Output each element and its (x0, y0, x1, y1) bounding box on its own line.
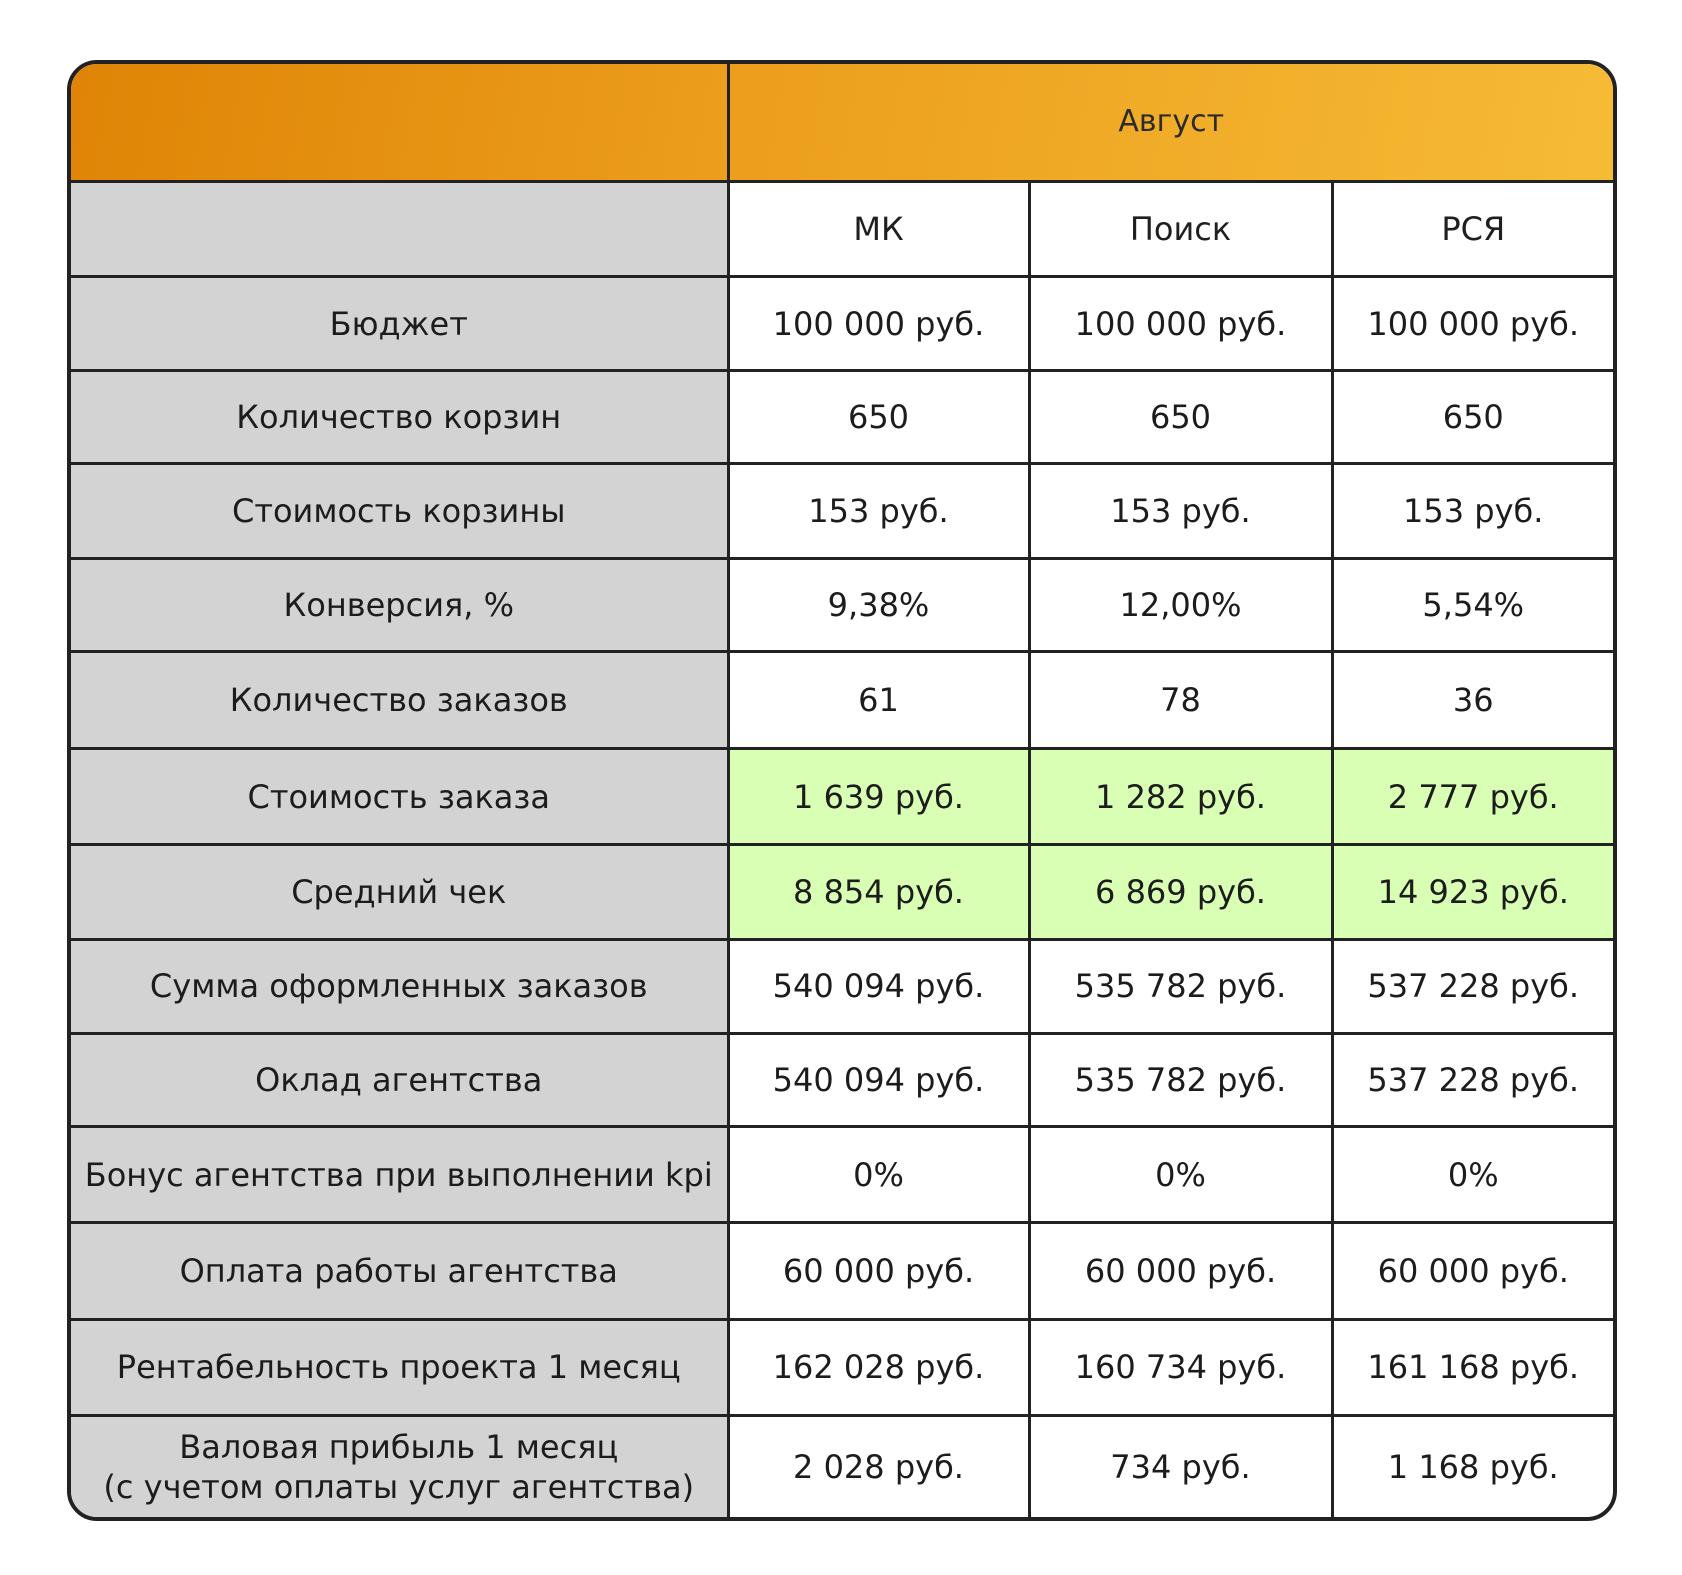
cell-mk: 162 028 руб. (728, 1319, 1029, 1415)
row-label: Бюджет (71, 277, 728, 371)
table-row (71, 558, 1613, 651)
column-header-rsya: РСЯ (1332, 181, 1613, 276)
channel-header-row (71, 181, 1613, 276)
cell-rsya: 60 000 руб. (1332, 1223, 1613, 1319)
cell-search: 734 руб. (1029, 1415, 1332, 1517)
cell-mk: 0% (728, 1126, 1029, 1222)
table-row (71, 371, 1613, 464)
cell-mk: 1 639 руб. (728, 749, 1029, 845)
row-label: Оклад агентства (71, 1033, 728, 1126)
cell-mk: 100 000 руб. (728, 277, 1029, 371)
table-row (71, 1223, 1613, 1319)
cell-mk: 60 000 руб. (728, 1223, 1029, 1319)
cell-search: 100 000 руб. (1029, 277, 1332, 371)
corner-cell (71, 64, 728, 181)
row-label: Валовая прибыль 1 месяц (с учетом оплаты услуг агентства) (71, 1415, 728, 1517)
cell-rsya: 5,54% (1332, 558, 1613, 651)
row-label: Количество заказов (71, 651, 728, 748)
row-label: Средний чек (71, 845, 728, 939)
row-label: Бонус агентства при выполнении kpi (71, 1126, 728, 1222)
cell-rsya: 36 (1332, 651, 1613, 748)
cell-rsya: 2 777 руб. (1332, 749, 1613, 845)
cell-rsya: 153 руб. (1332, 464, 1613, 558)
table-row (71, 1126, 1613, 1222)
cell-mk: 9,38% (728, 558, 1029, 651)
cell-mk: 61 (728, 651, 1029, 748)
table-row (71, 1415, 1613, 1517)
cell-search: 60 000 руб. (1029, 1223, 1332, 1319)
cell-rsya: 14 923 руб. (1332, 845, 1613, 939)
cell-rsya: 0% (1332, 1126, 1613, 1222)
kpi-table-container (67, 60, 1617, 1521)
cell-rsya: 1 168 руб. (1332, 1415, 1613, 1517)
channel-header-corner (71, 181, 728, 276)
row-label: Конверсия, % (71, 558, 728, 651)
cell-rsya: 537 228 руб. (1332, 939, 1613, 1033)
cell-mk: 8 854 руб. (728, 845, 1029, 939)
cell-rsya: 650 (1332, 371, 1613, 464)
cell-search: 650 (1029, 371, 1332, 464)
cell-search: 535 782 руб. (1029, 939, 1332, 1033)
cell-search: 0% (1029, 1126, 1332, 1222)
table-row (71, 939, 1613, 1033)
month-header: Август (728, 64, 1613, 181)
table-row (71, 1033, 1613, 1126)
cell-search: 12,00% (1029, 558, 1332, 651)
kpi-table (71, 64, 1613, 1517)
row-label: Оплата работы агентства (71, 1223, 728, 1319)
table-row (71, 277, 1613, 371)
row-label: Сумма оформленных заказов (71, 939, 728, 1033)
cell-rsya: 161 168 руб. (1332, 1319, 1613, 1415)
table-row (71, 1319, 1613, 1415)
table-row (71, 845, 1613, 939)
cell-search: 1 282 руб. (1029, 749, 1332, 845)
cell-rsya: 100 000 руб. (1332, 277, 1613, 371)
row-label: Рентабельность проекта 1 месяц (71, 1319, 728, 1415)
cell-mk: 540 094 руб. (728, 1033, 1029, 1126)
row-label: Стоимость заказа (71, 749, 728, 845)
cell-mk: 2 028 руб. (728, 1415, 1029, 1517)
table-row (71, 651, 1613, 748)
cell-mk: 153 руб. (728, 464, 1029, 558)
cell-rsya: 537 228 руб. (1332, 1033, 1613, 1126)
cell-search: 153 руб. (1029, 464, 1332, 558)
table-row (71, 749, 1613, 845)
cell-mk: 540 094 руб. (728, 939, 1029, 1033)
row-label: Количество корзин (71, 371, 728, 464)
cell-search: 160 734 руб. (1029, 1319, 1332, 1415)
cell-search: 78 (1029, 651, 1332, 748)
month-header-row (71, 64, 1613, 181)
cell-search: 6 869 руб. (1029, 845, 1332, 939)
row-label: Стоимость корзины (71, 464, 728, 558)
cell-search: 535 782 руб. (1029, 1033, 1332, 1126)
column-header-mk: МК (728, 181, 1029, 276)
column-header-search: Поиск (1029, 181, 1332, 276)
cell-mk: 650 (728, 371, 1029, 464)
table-row (71, 464, 1613, 558)
